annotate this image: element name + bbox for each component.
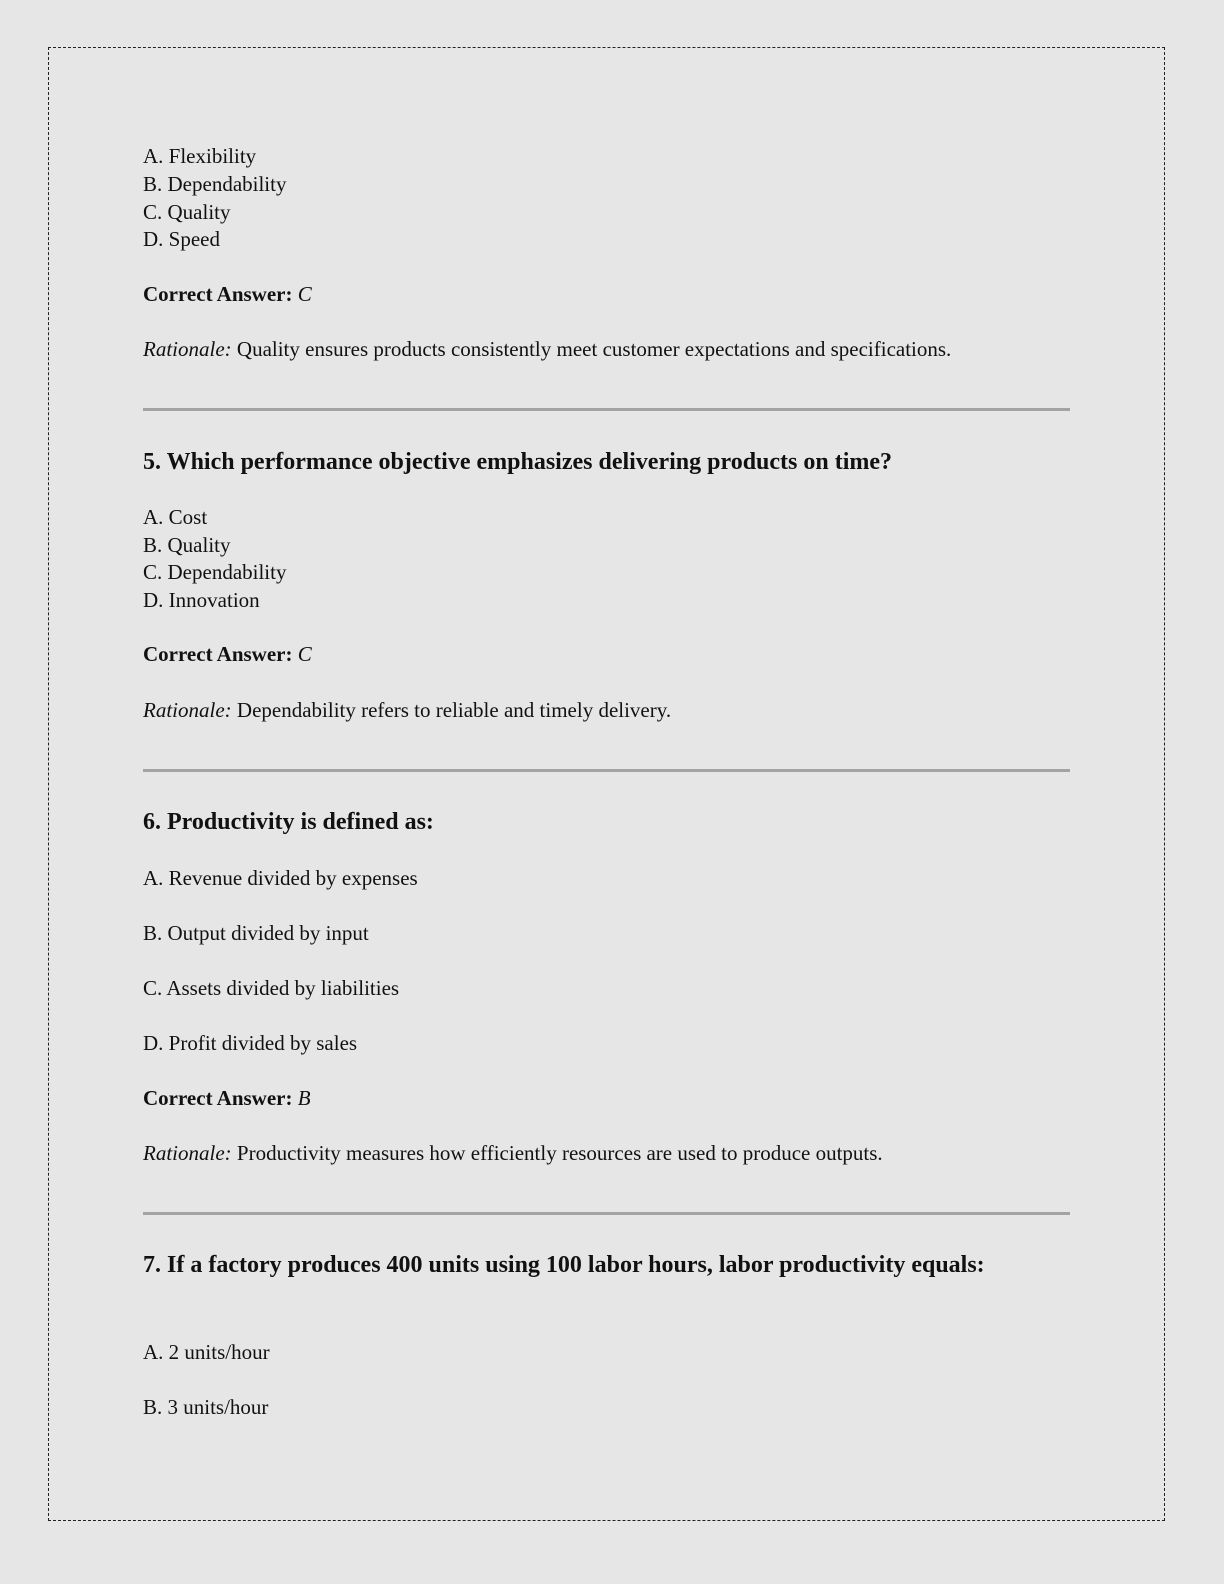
- answer-value: C: [297, 282, 312, 306]
- q5-question: 5. Which performance objective emphasizes delivering products on time?: [143, 449, 893, 475]
- q6-rationale: [143, 1143, 883, 1164]
- q4-rationale: [143, 339, 951, 360]
- rationale-label: Rationale:: [143, 337, 232, 361]
- q7-option-b: B. 3 units/hour: [143, 1395, 269, 1419]
- q6-question: 6. Productivity is defined as:: [143, 809, 434, 835]
- answer-value: B: [297, 1086, 311, 1110]
- q5-option-c: C. Dependability: [143, 560, 287, 584]
- q5-rationale: [143, 700, 671, 721]
- page-border: [48, 47, 1165, 1521]
- answer-label: Correct Answer:: [143, 642, 293, 666]
- q4-correct-answer: [143, 284, 312, 305]
- q6-option-a: A. Revenue divided by expenses: [143, 866, 418, 890]
- q4-option-a: A. Flexibility: [143, 144, 257, 168]
- rationale-text: Quality ensures products consistently meet customer expectations and specifications.: [236, 337, 952, 361]
- divider: [143, 408, 1070, 411]
- q5-option-b: B. Quality: [143, 533, 231, 557]
- rationale-label: Rationale:: [143, 1141, 232, 1165]
- rationale-label: Rationale:: [143, 698, 232, 722]
- answer-label: Correct Answer:: [143, 282, 293, 306]
- q7-option-a: A. 2 units/hour: [143, 1340, 270, 1364]
- q5-option-a: A. Cost: [143, 505, 208, 529]
- q7-question: 7. If a factory produces 400 units using 100 labor hours, labor productivity equals:: [143, 1252, 985, 1278]
- divider: [143, 1212, 1070, 1215]
- answer-label: Correct Answer:: [143, 1086, 293, 1110]
- q6-option-c: C. Assets divided by liabilities: [143, 976, 400, 1000]
- q6-option-b: B. Output divided by input: [143, 921, 369, 945]
- q6-option-d: D. Profit divided by sales: [143, 1031, 358, 1055]
- rationale-text: Dependability refers to reliable and timely delivery.: [236, 698, 672, 722]
- rationale-text: Productivity measures how efficiently resources are used to produce outputs.: [236, 1141, 883, 1165]
- q5-correct-answer: [143, 644, 312, 665]
- q5-option-d: D. Innovation: [143, 588, 260, 612]
- q4-option-c: C. Quality: [143, 200, 231, 224]
- q6-correct-answer: [143, 1088, 311, 1109]
- q4-option-b: B. Dependability: [143, 172, 287, 196]
- q4-option-d: D. Speed: [143, 227, 220, 251]
- divider: [143, 769, 1070, 772]
- answer-value: C: [297, 642, 312, 666]
